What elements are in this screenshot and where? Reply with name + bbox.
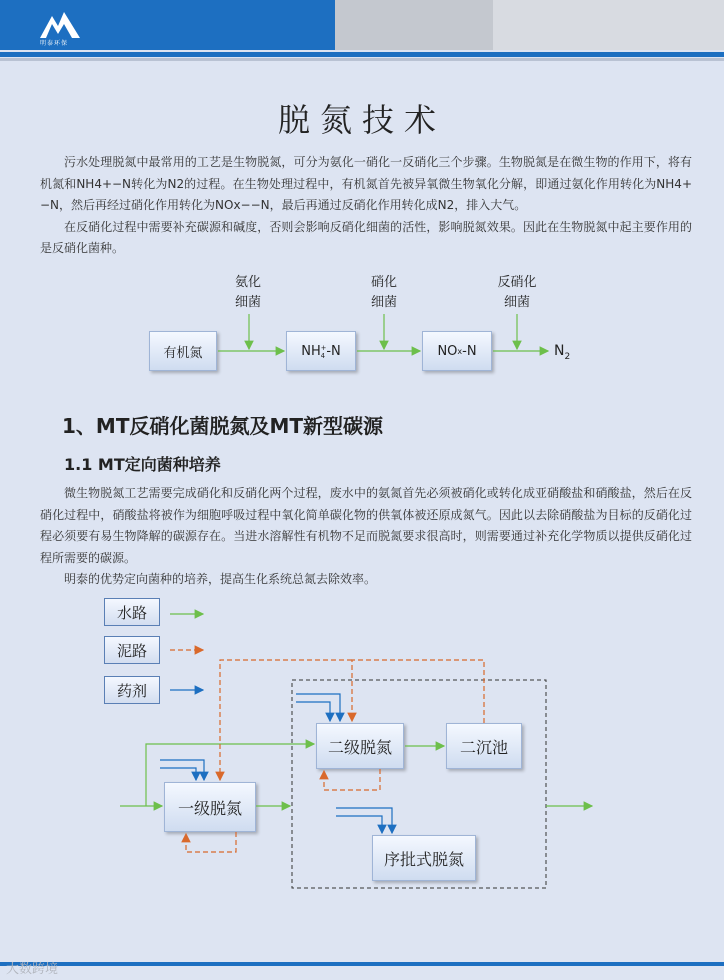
box3-sub-text: x <box>457 346 463 356</box>
box-secondary-denitrification: 二级脱氮 <box>316 723 404 769</box>
flow1-label-1-line-1: 氨化 <box>234 275 261 290</box>
box2-main-text: NH <box>301 343 321 359</box>
intro-paragraph-1: 污水处理脱氮中最常用的工艺是生物脱氮，可分为氨化一硝化一反硝化三个步骤。生物脱氮是在微生物的作用下，将有机氮和NH4+−N转化为N2的过程。在生物处理过程中，有机氮首先被异氧微生物氧化分解，即通过氨化作用转化为NH4+−N，然后再经过硝化作用转化为NOx−−N，最后再通过反硝化作用转化成N2，排入大气。 <box>40 155 692 212</box>
box3-tail-text: -N <box>462 343 477 359</box>
flow1-end-n2 <box>554 341 570 367</box>
flow1-label-1-line-2: 细菌 <box>234 295 261 310</box>
flow1-label-nitrification <box>356 273 412 313</box>
legend-water: 水路 <box>104 598 160 626</box>
box-sbr-denitrification: 序批式脱氮 <box>372 835 476 881</box>
flow1-label-3-line-2: 细菌 <box>503 295 530 310</box>
section-1-1-body <box>40 483 692 591</box>
header-band <box>0 0 724 64</box>
n2-main-text: N <box>554 343 565 359</box>
box-clarifier: 二沉池 <box>446 723 522 769</box>
legend-sludge: 泥路 <box>104 636 160 664</box>
intro-section <box>40 152 692 260</box>
box-primary-denitrification: 一级脱氮 <box>164 782 256 832</box>
section-1-1-paragraph-2: 明泰的优势定向菌种的培养，提高生化系统总氮去除效率。 <box>64 572 377 586</box>
header-blue-line <box>0 52 724 57</box>
header-grey-block <box>335 0 493 50</box>
flow1-label-3-line-1: 反硝化 <box>497 275 537 290</box>
intro-paragraph-2: 在反硝化过程中需要补充碳源和碱度，否则会影响反硝化细菌的活性，影响脱氮效果。因此在生物脱氮中起主要作用的是反硝化菌种。 <box>40 219 692 255</box>
n2-sub-text: 2 <box>564 351 571 362</box>
box2-tail-text: -N <box>326 343 341 359</box>
box-nitrate-nitrogen <box>422 331 492 371</box>
box-organic-nitrogen: 有机氮 <box>149 331 217 371</box>
header-light-grey-block <box>493 0 724 50</box>
flow1-label-denitrification <box>486 273 548 313</box>
legend-chemical: 药剂 <box>104 676 160 704</box>
watermark: 大数跨境 <box>6 962 59 977</box>
flow1-label-ammonification <box>220 273 276 313</box>
flow1-label-2-line-2: 细菌 <box>370 295 397 310</box>
box2-sub-text: 4 <box>320 352 325 360</box>
header-grey-line <box>0 58 724 61</box>
footer-blue-line <box>0 962 724 966</box>
section-1-1-paragraph-1: 微生物脱氮工艺需要完成硝化和反硝化两个过程，废水中的氨氮首先必须被硝化或转化成亚硝酸盐和硝酸盐，然后在反硝化过程中，硝酸盐将被作为细胞呼吸过程中氧化简单碳化物的供氧体被还原成氮气。因此以去除硝酸盐为目标的反硝化过程必须要有易生物降解的碳源存在。当进水溶解性有机物不足而脱氮要求很高时，则需要通过补充化学物质以提供反硝化过程所需要的碳源。 <box>40 486 692 565</box>
box-ammonium-nitrogen <box>286 331 356 371</box>
box3-main-text: NO <box>437 343 458 359</box>
flow1-label-2-line-1: 硝化 <box>370 275 397 290</box>
page-title: 脱氮技术 <box>277 101 446 139</box>
section-heading-1-1: 1.1 MT定向菌种培养 <box>64 455 221 474</box>
logo-caption: 明泰环保 <box>40 40 69 47</box>
box2-sup-text: + <box>320 344 327 352</box>
section-heading-1: 1、MT反硝化菌脱氮及MT新型碳源 <box>62 414 384 438</box>
